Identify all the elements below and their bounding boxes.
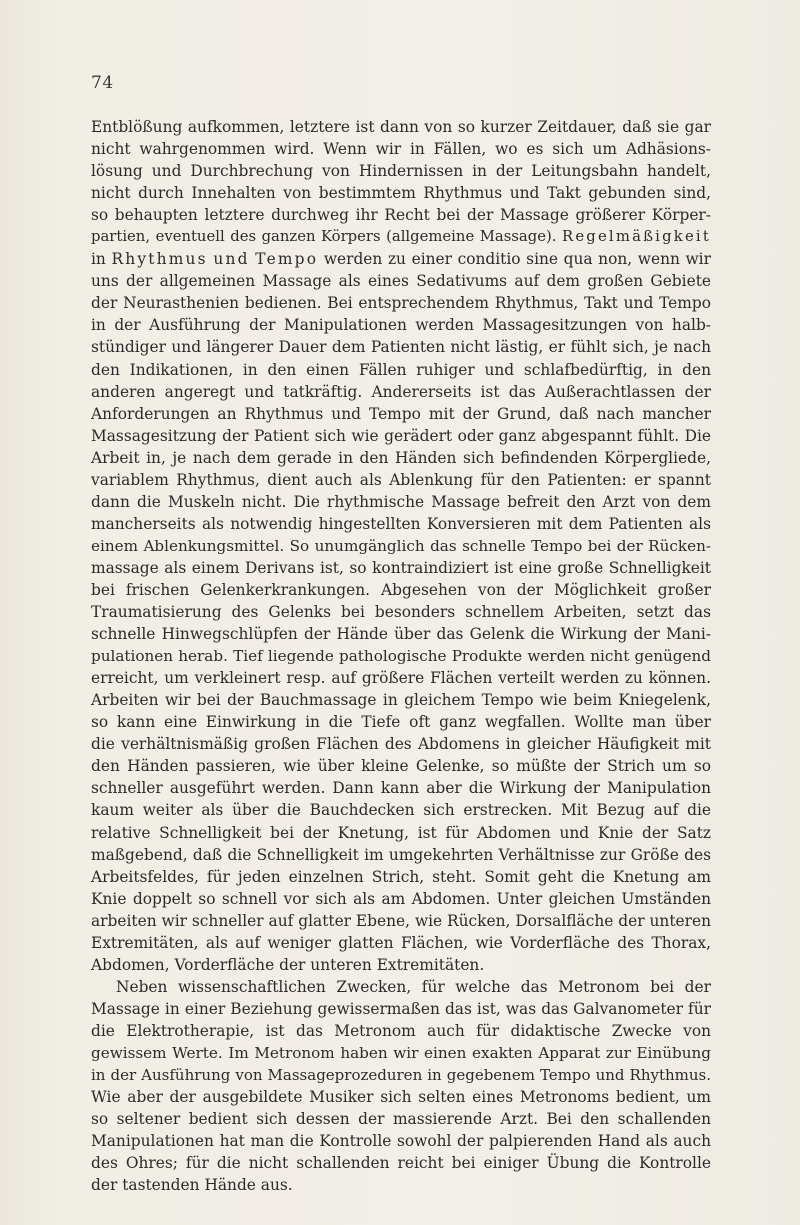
emphasis-regelmaessigkeit: Regelmäßigkeit [561, 228, 711, 246]
text-line: mancherseits als notwendig hingestellten Konversieren mit dem Patienten als [91, 514, 711, 533]
text-line: den Händen passieren, wie über kleine Gelenke, so müßte der Strich um so [91, 757, 711, 776]
text-fragment: und [213, 250, 250, 269]
text-line: der Neurasthenien bedienen. Bei entsprechendem Rhythmus, Takt und Tempo [91, 294, 711, 313]
text-line: erreicht, um verkleinert resp. auf größere Flächen verteilt werden zu können. [91, 669, 711, 688]
text-line: nicht wahrgenommen wird. Wenn wir in Fällen, wo es sich um Adhäsions- [91, 140, 711, 159]
text-line: kaum weiter als über die Bauchdecken sich erstrecken. Mit Bezug auf die [91, 801, 711, 820]
text-fragment: in [91, 250, 106, 269]
text-line: des Ohres; für die nicht schallenden reicht bei einiger Übung die Kontrolle [91, 1154, 711, 1173]
text-fragment: werden zu einer conditio sine qua non, wenn wir [323, 250, 711, 269]
text-line [91, 226, 711, 248]
text-line: einem Ablenkungsmittel. So unumgänglich das schnelle Tempo bei der Rücken- [91, 536, 711, 555]
text-line: Arbeit in, je nach dem gerade in den Händen sich befindenden Körpergliede, [91, 448, 711, 467]
text-line: Extremitäten, als auf weniger glatten Flächen, wie Vorderfläche des Thorax, [91, 933, 711, 952]
text-line: schnelle Hinwegschlüpfen der Hände über das Gelenk die Wirkung der Mani- [91, 625, 711, 644]
text-line: Abdomen, Vorderfläche der unteren Extremitäten. [91, 955, 485, 974]
text-line: lösung und Durchbrechung von Hindernissen in der Leitungsbahn handelt, [91, 162, 711, 181]
text-line: Manipulationen hat man die Kontrolle sowohl der palpierenden Hand als auch [91, 1132, 711, 1151]
text-line: der tastenden Hände aus. [91, 1176, 293, 1195]
text-line: relative Schnelligkeit bei der Knetung, ist für Abdomen und Knie der Satz [91, 823, 711, 842]
text-line: Wie aber der ausgebildete Musiker sich selten eines Metronoms bedient, um [91, 1088, 711, 1107]
text-line: gewissem Werte. Im Metronom haben wir einen exakten Apparat zur Einübung [91, 1043, 711, 1062]
text-line: stündiger und längerer Dauer dem Patienten nicht lästig, er fühlt sich, je nach [91, 338, 711, 357]
text-line: bei frischen Gelenkerkrankungen. Abgesehen von der Möglichkeit großer [91, 580, 711, 599]
text-line: Knie doppelt so schnell vor sich als am Abdomen. Unter gleichen Umständen [91, 889, 711, 908]
text-line: so seltener bedient sich dessen der massierende Arzt. Bei den schallenden [91, 1110, 711, 1129]
text-line: nicht durch Innehalten von bestimmtem Rhythmus und Takt gebunden sind, [91, 184, 711, 203]
text-line: uns der allgemeinen Massage als eines Sedativums auf dem großen Gebiete [91, 272, 711, 291]
text-line: Massage in einer Beziehung gewissermaßen das ist, was das Galvanometer für [91, 999, 711, 1018]
emphasis-rhythmus: Rhythmus [111, 250, 208, 269]
text-line: so kann eine Einwirkung in die Tiefe oft ganz wegfallen. Wollte man über [91, 713, 711, 732]
text-line: pulationen herab. Tief liegende pathologische Produkte werden nicht genügend [91, 647, 711, 666]
text-line: Entblößung aufkommen, letztere ist dann von so kurzer Zeitdauer, daß sie gar [91, 118, 711, 136]
text-line: in der Ausführung von Massageprozeduren in gegebenem Tempo und Rhythmus. [91, 1066, 711, 1085]
text-line: die Elektrotherapie, ist das Metronom auch für didaktische Zwecke von [91, 1021, 711, 1040]
emphasis-tempo: Tempo [255, 250, 319, 269]
text-line: schneller ausgeführt werden. Dann kann aber die Wirkung der Manipulation [91, 779, 711, 798]
body-text [91, 116, 711, 1196]
text-line: massage als einem Derivans ist, so kontraindiziert ist eine große Schnelligkeit [91, 558, 711, 577]
text-line: Traumatisierung des Gelenks bei besonders schnellem Arbeiten, setzt das [91, 603, 711, 622]
text-line: Neben wissenschaftlichen Zwecken, für welche das Metronom bei der [116, 977, 711, 996]
text-line: in der Ausführung der Manipulationen werden Massagesitzungen von halb- [91, 316, 711, 335]
text-line: arbeiten wir schneller auf glatter Ebene, wie Rücken, Dorsalfläche der unteren [91, 911, 711, 930]
text-line: den Indikationen, in den einen Fällen ruhiger und schlafbedürftig, in den [91, 360, 711, 379]
text-line: so behaupten letztere durchweg ihr Recht bei der Massage größerer Körper- [91, 206, 711, 225]
text-line: Massagesitzung der Patient sich wie gerädert oder ganz abgespannt fühlt. Die [91, 426, 711, 445]
text-line: Arbeitsfeldes, für jeden einzelnen Strich, steht. Somit geht die Knetung am [91, 867, 711, 886]
text-line: Arbeiten wir bei der Bauchmassage in gleichem Tempo wie beim Kniegelenk, [91, 691, 711, 710]
page-number: 74 [91, 73, 114, 93]
text-line: die verhältnismäßig großen Flächen des Abdomens in gleicher Häufigkeit mit [91, 735, 711, 754]
text-line [91, 248, 711, 270]
text-fragment: partien, eventuell des ganzen Körpers (allgemeine Massage). [91, 228, 557, 246]
text-line: dann die Muskeln nicht. Die rhythmische Massage befreit den Arzt von dem [91, 492, 711, 511]
text-line: Anforderungen an Rhythmus und Tempo mit der Grund, daß nach mancher [91, 404, 711, 423]
text-line: anderen angeregt und tatkräftig. Andererseits ist das Außerachtlassen der [91, 382, 711, 401]
text-line: maßgebend, daß die Schnelligkeit im umgekehrten Verhältnisse zur Größe des [91, 845, 711, 864]
text-line: variablem Rhythmus, dient auch als Ablenkung für den Patienten: er spannt [91, 470, 711, 489]
